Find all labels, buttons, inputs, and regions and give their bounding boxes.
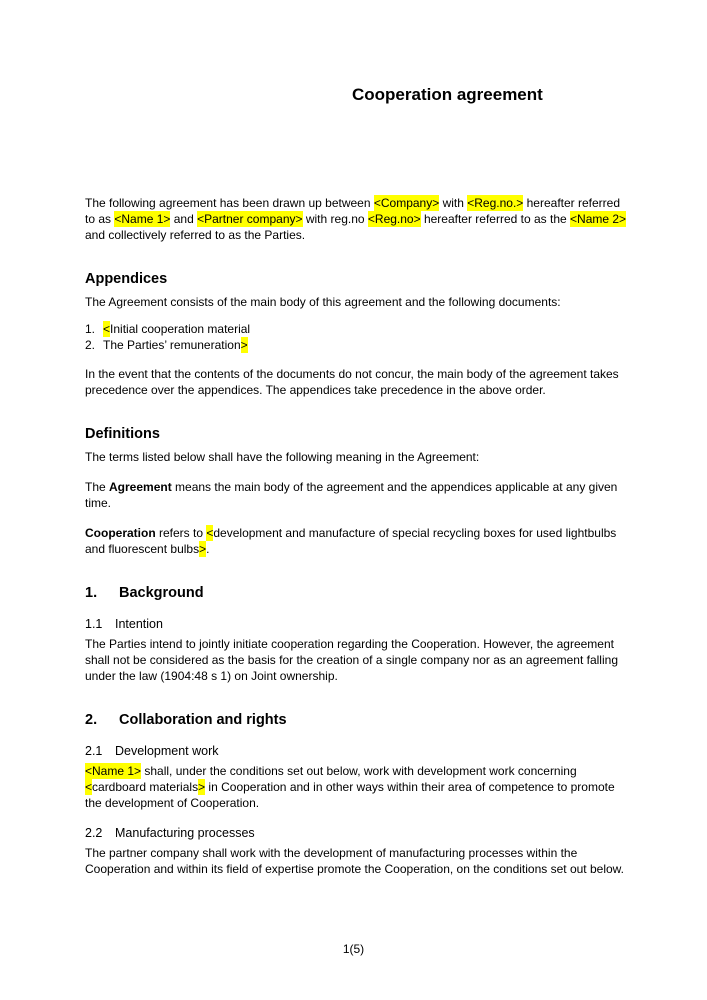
definition-cooperation-paragraph xyxy=(85,525,633,557)
list-item-text xyxy=(103,337,248,353)
text-run: The Agreement consists of the main body of this agreement and the following documents: xyxy=(85,295,561,309)
text-run: The xyxy=(85,480,110,494)
text-run: shall, under the conditions set out below, work with development work concerning xyxy=(141,764,577,778)
text-run: refers to xyxy=(155,526,207,540)
text-run: hereafter referred to as the xyxy=(420,212,571,226)
subheading-intention xyxy=(85,616,633,632)
subsection-heading-text: Development work xyxy=(115,744,219,758)
heading-background xyxy=(85,584,633,602)
subsection-heading-text: Intention xyxy=(115,617,163,631)
section-number: 2. xyxy=(85,712,98,728)
heading-appendices: Appendices xyxy=(85,271,168,287)
definitions-intro-paragraph xyxy=(85,449,633,465)
highlighted-placeholder: > xyxy=(198,780,206,794)
highlighted-placeholder: <Partner company> xyxy=(197,212,303,226)
highlighted-placeholder: <Name 1> xyxy=(114,212,171,226)
subsection-number: 2.1 xyxy=(85,744,103,758)
appendices-paragraph xyxy=(85,294,633,310)
subheading-development-work xyxy=(85,743,633,759)
text-run: with xyxy=(439,196,468,210)
text-run: . xyxy=(206,542,210,556)
subsection-heading-text: Manufacturing processes xyxy=(115,826,255,840)
text-run: In the event that the contents of the documents do not concur, the main body of the agreement takes precedence over the appendices. The appendices take precedence in the above order. xyxy=(85,367,619,397)
appendix-list xyxy=(85,321,633,353)
section-number: 1. xyxy=(85,585,98,601)
text-run: Agreement xyxy=(109,480,172,494)
development-work-paragraph xyxy=(85,763,633,811)
list-item-number: 2. xyxy=(85,338,96,352)
text-run: The partner company shall work with the development of manufacturing processes within the Cooperation and within its field of expertise promote the Cooperation, on the conditions set out below. xyxy=(85,846,624,876)
text-run: in Cooperation and in other ways within their area of competence to promote the development of Cooperation. xyxy=(85,780,615,810)
intro-paragraph xyxy=(85,195,633,243)
list-item-number: 1. xyxy=(85,322,96,336)
definition-agreement-paragraph xyxy=(85,479,633,511)
text-run: cardboard materials xyxy=(92,780,199,794)
text-run: Initial cooperation material xyxy=(110,322,251,336)
heading-collaboration-and-rights xyxy=(85,711,633,729)
highlighted-placeholder: < xyxy=(85,780,93,794)
highlighted-placeholder: > xyxy=(240,338,248,352)
subsection-number: 1.1 xyxy=(85,617,103,631)
highlighted-placeholder: < xyxy=(206,526,214,540)
manufacturing-processes-paragraph xyxy=(85,845,633,877)
highlighted-placeholder: <Reg.no.> xyxy=(467,196,524,210)
page-number-footer: 1(5) xyxy=(342,942,365,956)
precedence-paragraph xyxy=(85,366,633,398)
intention-paragraph xyxy=(85,636,633,684)
text-run: development and manufacture of special recycling boxes for used lightbulbs and fluorescent bulbs xyxy=(85,526,617,556)
highlighted-placeholder: <Company> xyxy=(373,196,440,210)
heading-definitions: Definitions xyxy=(85,426,160,442)
highlighted-placeholder: <Reg.no> xyxy=(367,212,421,226)
document-title: Cooperation agreement xyxy=(352,85,543,104)
text-run: and collectively referred to as the Parties. xyxy=(85,228,306,242)
highlighted-placeholder: < xyxy=(103,322,111,336)
text-run: and xyxy=(170,212,198,226)
text-run: The following agreement has been drawn up between xyxy=(85,196,374,210)
section-heading-text: Background xyxy=(119,585,204,601)
text-run: Cooperation xyxy=(85,526,156,540)
text-run: hereafter referred to as xyxy=(85,196,621,226)
subheading-manufacturing-processes xyxy=(85,825,633,841)
text-run: means the main body of the agreement and the appendices applicable at any given time. xyxy=(85,480,618,510)
highlighted-placeholder: <Name 2> xyxy=(570,212,627,226)
text-run: The terms listed below shall have the following meaning in the Agreement: xyxy=(85,450,480,464)
highlighted-placeholder: > xyxy=(199,542,207,556)
highlighted-placeholder: <Name 1> xyxy=(85,764,142,778)
section-heading-text: Collaboration and rights xyxy=(119,712,287,728)
list-item xyxy=(85,337,633,353)
text-run: with reg.no xyxy=(302,212,368,226)
list-item-text xyxy=(103,321,250,337)
text-run: The Parties’ remuneration xyxy=(103,338,241,352)
subsection-number: 2.2 xyxy=(85,826,103,840)
list-item xyxy=(85,321,633,337)
text-run: The Parties intend to jointly initiate cooperation regarding the Cooperation. However, the agreement shall not be considered as the basis for the creation of a single company nor as an agreement falling under the law (1904:48 s 1) on Joint ownership. xyxy=(85,637,618,683)
